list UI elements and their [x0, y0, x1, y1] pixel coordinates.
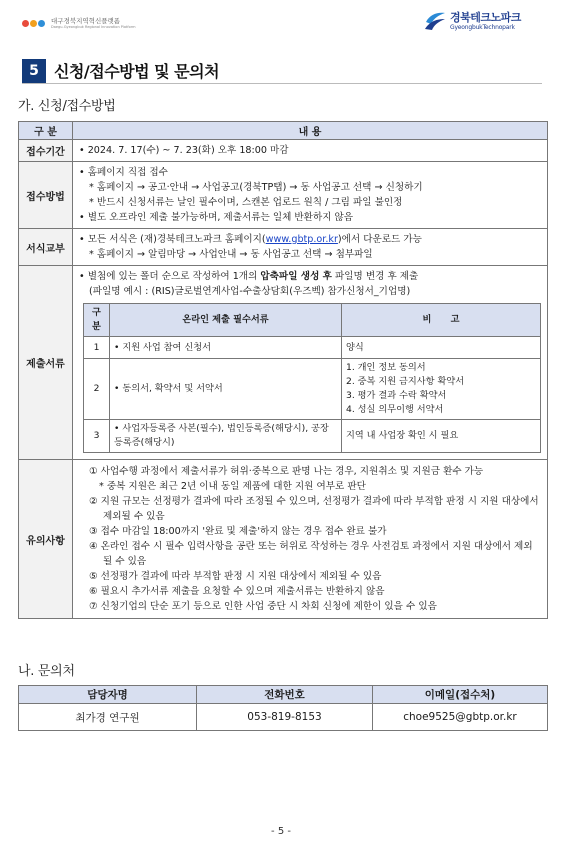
note-item-1: ① 사업수행 과정에서 제출서류가 허위·중복으로 판명 나는 경우, 지원취소 및 지원금 환수 가능	[89, 466, 484, 477]
ris-logo-text: 대구경북지역혁신플랫폼	[51, 17, 121, 25]
documents-intro-a: • 별첨에 있는 폴더 순으로 작성하여 1개의	[79, 271, 261, 282]
contact-header-phone: 전화번호	[197, 686, 373, 704]
note-item-1-sub: * 중복 지원은 최근 2년 이내 동일 제품에 대한 지원 여부로 판단	[99, 481, 366, 492]
form-distribution-line-2: * 홈페이지 → 알림마당 → 사업안내 → 동 사업공고 선택 → 첨부파일	[89, 249, 373, 260]
doc-row-no: 3	[84, 420, 110, 453]
contact-phone: 053-819-8153	[197, 704, 373, 731]
reception-method-line-1: • 홈페이지 직접 접수	[79, 167, 168, 178]
note-item-2: ② 지원 규모는 선정평가 결과에 따라 조정될 수 있으며, 선정평가 결과에 따라 부적합 판정 시 지원 대상에서 제외될 수 있음	[89, 496, 539, 522]
page-header	[0, 0, 562, 42]
table-row	[84, 420, 541, 453]
contact-row	[19, 704, 548, 731]
documents-intro-b: 파일명 변경 후 제출	[331, 271, 419, 282]
section-title: 신청/접수방법 및 문의처	[54, 62, 220, 81]
documents-intro-bold: 압축파일 생성 후	[260, 271, 332, 282]
table-row	[84, 359, 541, 420]
row-form-distribution	[19, 229, 548, 266]
ris-logo-subtext: Daegu-Gyeongbuk Regional Innovation Platform	[51, 25, 136, 29]
section-heading	[22, 58, 542, 84]
ris-logo	[22, 17, 136, 30]
note-item-4: ④ 온라인 접수 시 필수 입력사항을 공란 또는 허위로 작성하는 경우 사전검토 과정에서 지원 대상에서 제외될 수 있음	[89, 541, 533, 567]
doc-row-doc: • 사업자등록증 사본(필수), 법인등록증(해당시), 공장등록증(해당시)	[110, 420, 342, 453]
contact-header-name: 담당자명	[19, 686, 197, 704]
inner-header-note: 비 고	[342, 304, 541, 337]
contact-email: choe9525@gbtp.or.kr	[373, 704, 548, 731]
note-item-7: ⑦ 신청기업의 단순 포기 등으로 인한 사업 중단 시 차회 신청에 제한이 있을 수 있음	[89, 601, 437, 612]
contact-header-email: 이메일(접수처)	[373, 686, 548, 704]
reception-method-line-4: • 별도 오프라인 제출 불가능하며, 제출서류는 일체 반환하지 않음	[79, 212, 354, 223]
note-item-3: ③ 접수 마감일 18:00까지 '완료 및 제출'하지 않는 경우 접수 완료 불가	[89, 526, 387, 537]
section-number-badge: 5	[22, 59, 46, 83]
note-line: 4. 성실 의무이행 서약서	[346, 404, 444, 415]
doc-row-doc: • 지원 사업 참여 신청서	[110, 337, 342, 359]
label-notes: 유의사항	[19, 460, 73, 619]
page-number: - 5 -	[271, 826, 291, 837]
form-distribution-prefix: • 모든 서식은 (재)경북테크노파크 홈페이지(	[79, 234, 266, 245]
table-row	[84, 337, 541, 359]
gbtp-logo-name: 경북테크노파크	[450, 10, 521, 24]
inner-header-no: 구분	[84, 304, 110, 337]
ris-logo-icon	[22, 20, 46, 27]
gbtp-logo-icon	[424, 10, 446, 32]
form-distribution-content	[73, 229, 548, 266]
reception-method-content	[73, 162, 548, 229]
reception-period-text: • 2024. 7. 17(수) ~ 7. 23(화) 오후 18:00 마감	[73, 140, 548, 162]
row-documents	[19, 266, 548, 460]
subsection-title-contact: 나. 문의처	[18, 664, 75, 679]
documents-intro	[79, 269, 541, 284]
header-category: 구 분	[19, 122, 73, 140]
gbtp-homepage-link[interactable]: www.gbtp.or.kr	[265, 234, 338, 245]
row-reception-method	[19, 162, 548, 229]
reception-method-line-3: * 반드시 신청서류는 날인 필수이며, 스캔본 업로드 원칙 / 그림 파일 불인정	[89, 197, 403, 208]
documents-filename-example: (파일명 예시 : (RIS)글로벌연계사업-수출상담회(우즈벡) 참가신청서_기업명)	[89, 286, 411, 297]
contact-table	[18, 685, 548, 731]
label-form-distribution: 서식교부	[19, 229, 73, 266]
note-line: 1. 개인 정보 동의서	[346, 362, 426, 373]
notes-content	[73, 460, 548, 619]
table-header-row	[19, 122, 548, 140]
documents-content	[73, 266, 548, 460]
header-content: 내 용	[73, 122, 548, 140]
doc-row-doc: • 동의서, 확약서 및 서약서	[110, 359, 342, 420]
contact-name: 최가경 연구원	[19, 704, 197, 731]
subsection-title-application: 가. 신청/접수방법	[18, 99, 116, 114]
note-line: 3. 평가 결과 수락 확약서	[346, 390, 447, 401]
row-notes	[19, 460, 548, 619]
doc-row-note	[342, 359, 541, 420]
gbtp-logo-subname: GyeongbukTechnopark	[450, 23, 515, 31]
doc-row-note: 지역 내 사업장 확인 시 필요	[342, 420, 541, 453]
note-item-6: ⑥ 필요시 추가서류 제출을 요청할 수 있으며 제출서류는 반환하지 않음	[89, 586, 385, 597]
note-item-5: ⑤ 선정평가 결과에 따라 부적합 판정 시 지원 대상에서 제외될 수 있음	[89, 571, 382, 582]
inner-header-doc: 온라인 제출 필수서류	[110, 304, 342, 337]
note-line: 2. 중복 지원 금지사항 확약서	[346, 376, 465, 387]
gbtp-logo	[424, 10, 521, 32]
required-documents-table	[83, 303, 541, 453]
doc-row-no: 2	[84, 359, 110, 420]
form-distribution-suffix: )에서 다운로드 가능	[337, 234, 422, 245]
label-reception-period: 접수기간	[19, 140, 73, 162]
inner-header-row	[84, 304, 541, 337]
label-reception-method: 접수방법	[19, 162, 73, 229]
row-reception-period	[19, 140, 548, 162]
form-distribution-line-1	[79, 232, 541, 247]
label-documents: 제출서류	[19, 266, 73, 460]
application-method-table	[18, 121, 548, 619]
doc-row-note: 양식	[342, 337, 541, 359]
reception-method-line-2: * 홈페이지 → 공고·안내 → 사업공고(경북TP탭) → 동 사업공고 선택 → 신청하기	[89, 182, 423, 193]
doc-row-no: 1	[84, 337, 110, 359]
contact-header-row	[19, 686, 548, 704]
